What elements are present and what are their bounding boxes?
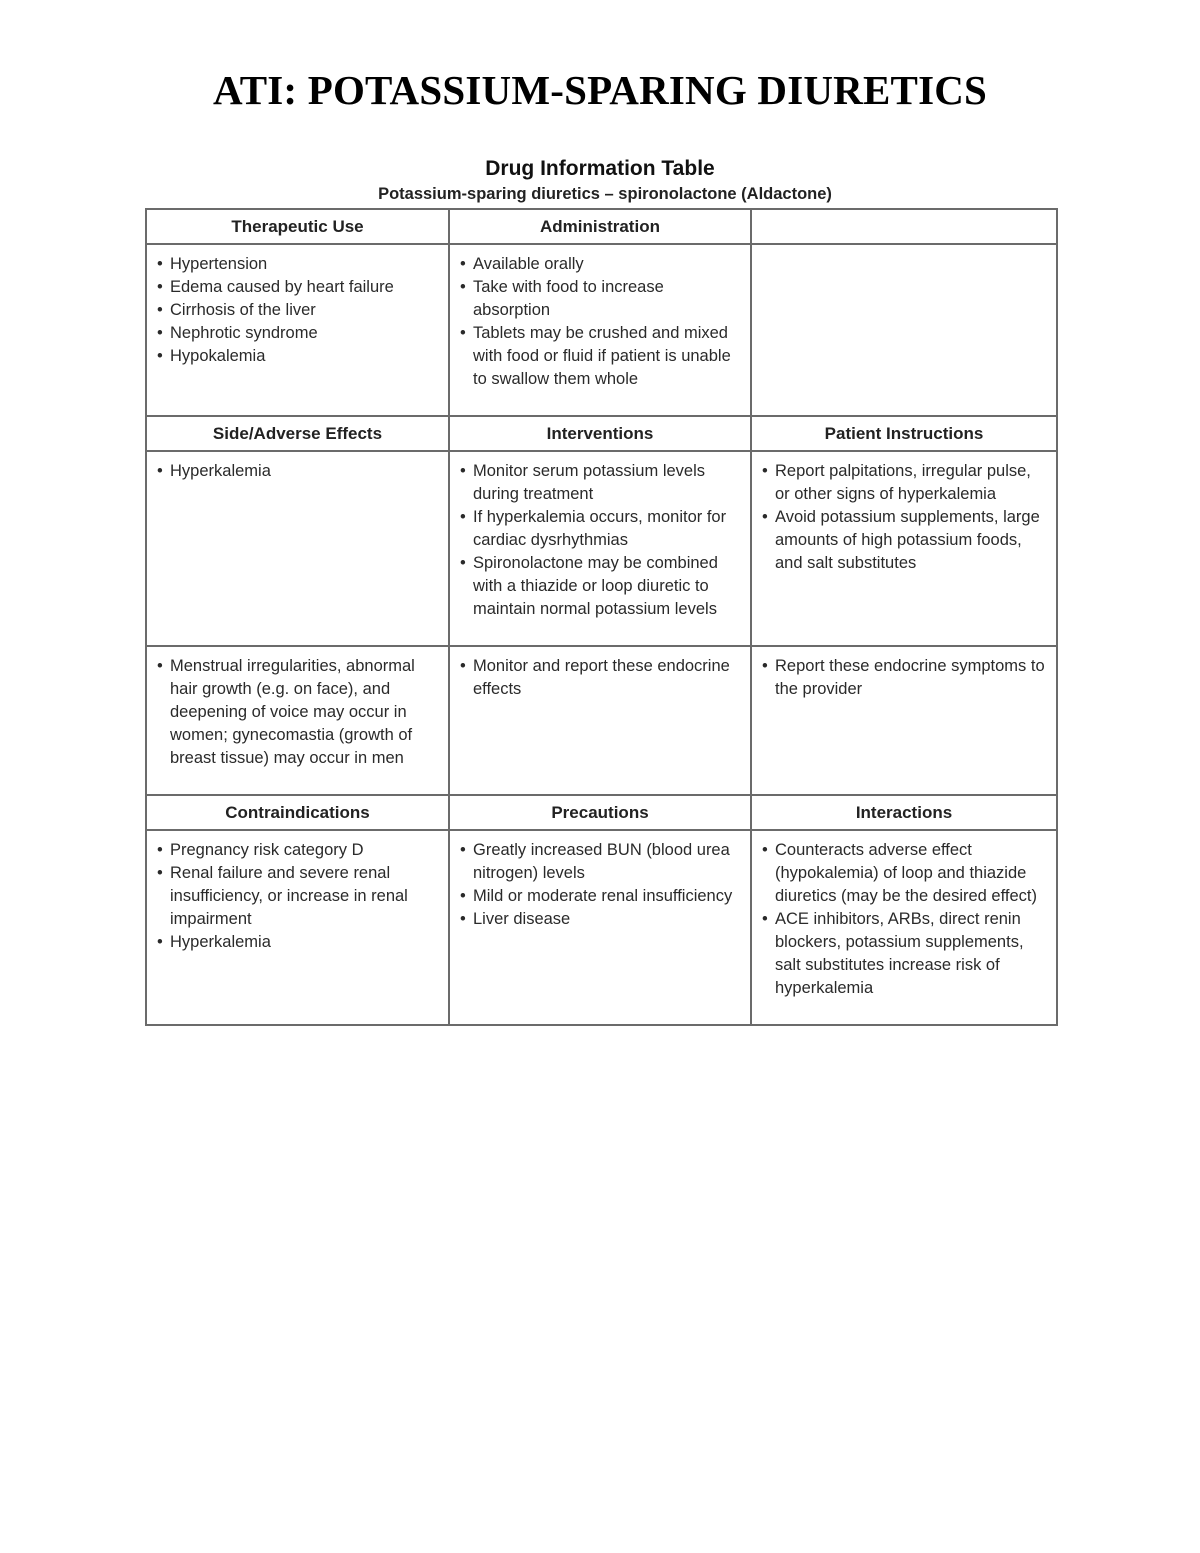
bullet-item: • Monitor serum potassium levels during treatment <box>460 460 742 506</box>
empty-cell <box>751 244 1057 416</box>
patient-instructions-cell <box>751 646 1057 795</box>
precautions-cell <box>449 830 751 1025</box>
bullet-item: • Report palpitations, irregular pulse, or other signs of hyperkalemia <box>762 460 1048 506</box>
bullet-item: • If hyperkalemia occurs, monitor for cardiac dysrhythmias <box>460 506 742 552</box>
page-title: ATI: POTASSIUM-SPARING DIURETICS <box>212 67 988 113</box>
header-precautions: Precautions <box>449 795 751 830</box>
bullet-item: • Available orally <box>460 253 742 276</box>
bullet-list <box>752 647 1056 701</box>
bullet-item: • Report these endocrine symptoms to the provider <box>762 655 1048 701</box>
header-patient-instructions: Patient Instructions <box>751 416 1057 451</box>
bullet-item: • Take with food to increase absorption <box>460 276 742 322</box>
bullet-item: • Menstrual irregularities, abnormal hair growth (e.g. on face), and deepening of voice may occur in women; gynecomastia (growth of breast tissue) may occur in men <box>157 655 440 770</box>
bullet-item: • Spironolactone may be combined with a thiazide or loop diuretic to maintain normal potassium levels <box>460 552 742 621</box>
interventions-cell <box>449 451 751 646</box>
contraindications-cell <box>146 830 449 1025</box>
drug-information-table <box>145 208 1058 1026</box>
header-contraindications: Contraindications <box>146 795 449 830</box>
bullet-item: • Avoid potassium supplements, large amounts of high potassium foods, and salt substitutes <box>762 506 1048 575</box>
table-row <box>146 646 1057 795</box>
bullet-item: • Monitor and report these endocrine effects <box>460 655 742 701</box>
bullet-list <box>147 452 448 483</box>
bullet-list <box>450 452 750 621</box>
bullet-item: • Cirrhosis of the liver <box>157 299 440 322</box>
header-interactions: Interactions <box>751 795 1057 830</box>
bullet-item: • Hypertension <box>157 253 440 276</box>
bullet-list <box>450 831 750 931</box>
bullet-list <box>147 831 448 954</box>
bullet-item: • Hypokalemia <box>157 345 440 368</box>
therapeutic-use-cell <box>146 244 449 416</box>
bullet-item: • Greatly increased BUN (blood urea nitrogen) levels <box>460 839 742 885</box>
header-therapeutic-use: Therapeutic Use <box>146 209 449 244</box>
interventions-cell <box>449 646 751 795</box>
table-heading: Drug Information Table <box>485 157 715 180</box>
side-effects-cell <box>146 646 449 795</box>
table-row <box>146 451 1057 646</box>
header-interventions: Interventions <box>449 416 751 451</box>
table-row <box>146 830 1057 1025</box>
bullet-item: • Counteracts adverse effect (hypokalemia) of loop and thiazide diuretics (may be the desired effect) <box>762 839 1048 908</box>
bullet-list <box>752 245 1056 253</box>
bullet-item: • Edema caused by heart failure <box>157 276 440 299</box>
header-empty <box>751 209 1057 244</box>
table-subheading: Potassium-sparing diuretics – spironolactone (Aldactone) <box>378 185 832 203</box>
bullet-list <box>147 647 448 770</box>
bullet-item: • Pregnancy risk category D <box>157 839 440 862</box>
bullet-list <box>450 647 750 701</box>
bullet-item: • Mild or moderate renal insufficiency <box>460 885 742 908</box>
bullet-list <box>752 831 1056 1000</box>
header-side-adverse-effects: Side/Adverse Effects <box>146 416 449 451</box>
bullet-list <box>450 245 750 391</box>
administration-cell <box>449 244 751 416</box>
table-header-row <box>146 209 1057 244</box>
table-header-row <box>146 795 1057 830</box>
bullet-list <box>147 245 448 368</box>
bullet-item: • Hyperkalemia <box>157 460 440 483</box>
bullet-item: • Liver disease <box>460 908 742 931</box>
bullet-item: • Nephrotic syndrome <box>157 322 440 345</box>
bullet-item: • ACE inhibitors, ARBs, direct renin blockers, potassium supplements, salt substitutes increase risk of hyperkalemia <box>762 908 1048 1000</box>
header-administration: Administration <box>449 209 751 244</box>
table-header-row <box>146 416 1057 451</box>
side-effects-cell <box>146 451 449 646</box>
bullet-item: • Renal failure and severe renal insufficiency, or increase in renal impairment <box>157 862 440 931</box>
interactions-cell <box>751 830 1057 1025</box>
table-row <box>146 244 1057 416</box>
bullet-item: • Hyperkalemia <box>157 931 440 954</box>
bullet-list <box>752 452 1056 575</box>
patient-instructions-cell <box>751 451 1057 646</box>
bullet-item: • Tablets may be crushed and mixed with food or fluid if patient is unable to swallow them whole <box>460 322 742 391</box>
